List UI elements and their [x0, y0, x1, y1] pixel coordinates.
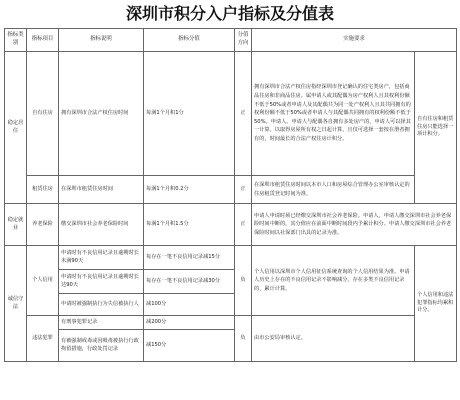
category-integrity: 诚信守法: [5, 246, 27, 362]
table-row: [5, 246, 457, 270]
score-credit-1: 每存在一笔不良信用记录减15分: [144, 246, 235, 270]
requirement-rent-housing: 在深圳市租赁住房时间以本市人口和房屋综合管理办公室审核认定的住房租赁登记时间为准。: [252, 176, 415, 204]
note-integrity: 个人信用和违法犯罪指标均累积计分。: [415, 246, 457, 362]
item-rent-housing: 租赁住房: [27, 176, 59, 204]
table-row: [5, 176, 457, 204]
description-credit-3: 申请时被强制执行为失信被执行人: [59, 294, 144, 316]
header-score: 指标分值: [144, 29, 235, 52]
score-rent-housing: 每满1个月积0.2分: [144, 176, 235, 204]
description-rent-housing: 在深圳市租赁住房时间: [59, 176, 144, 204]
description-pension: 缴交深圳市社会养老保险时间: [59, 204, 144, 246]
item-pension: 养老保险: [27, 204, 59, 246]
description-credit-1: 申请时有不良信用记录且逾期时长未满90天: [59, 246, 144, 270]
requirement-crime: 由市公安局审核认定。: [252, 316, 415, 362]
points-table: [4, 28, 457, 362]
requirement-own-housing: 拥有深圳市合法产权住房指经深圳市登记确认的住宅类房产，包括商品住房和非商品住房。属申请人或其配偶为房产权利人且其权利份额不低于50%或者申请人及其配偶共为同一处产权利人且其共同拥有的权利份额不低于50%或者申请人与其配偶共同拥有的权利份额不低于50%。申请人、申请人与配偶各自拥有多处房产的，申请人可以择其一计算，以取得房屋所有权之日起计算，且仅可选择一套按在册者拥有的，时间最长的合法产权住房计积分。: [252, 52, 415, 176]
score-pension: 每满1个月积1.5分: [144, 204, 235, 246]
direction-crime: 负: [235, 316, 252, 362]
category-employment: 稳定就业: [5, 204, 27, 246]
note-housing: 自有住房和租赁住房只能选择一项计积分。: [415, 52, 457, 204]
header-requirements: 实施要求: [252, 29, 457, 52]
header-item: 指标项目: [27, 29, 59, 52]
score-credit-3: 减100分: [144, 294, 235, 316]
description-credit-2: 申请时有不良信用记录且逾期时长达90天: [59, 270, 144, 294]
direction-credit: 负: [235, 246, 252, 316]
score-own-housing: 每满1个月积1分: [144, 52, 235, 176]
header-description: 指标说明: [59, 29, 144, 52]
requirement-pension: 申请人申请时须已经缴交深圳市社会养老保险。申请人、申请人缴交深圳市社会养老保险时间中断的，其分值应在前面中断时间段内予累计积分。申请人缴交深圳市社会养老保险时间以社保部门出具的记录为准。: [252, 204, 457, 246]
direction-rent-housing: 正: [235, 176, 252, 204]
item-own-housing: 自有住房: [27, 52, 59, 176]
score-crime-2: 减150分: [144, 330, 235, 362]
direction-pension: 正: [235, 204, 252, 246]
document-title: 深圳市积分入户指标及分值表: [125, 4, 334, 23]
header-row: [5, 29, 457, 52]
table-row: [5, 204, 457, 246]
table-row: [5, 316, 457, 330]
item-credit: 个人信用: [27, 246, 59, 316]
description-crime-2: 有被强制戒毒或因吸毒被执行行政拘留措施，行政处罚记录: [59, 330, 144, 362]
score-crime-1: 减200分: [144, 316, 235, 330]
description-crime-1: 有刑事犯罪记录: [59, 316, 144, 330]
item-crime: 违法犯罪: [27, 316, 59, 362]
direction-own-housing: 正: [235, 52, 252, 176]
header-category: 指标类别: [5, 29, 27, 52]
score-credit-2: 每存在一笔不良信用记录减30分: [144, 270, 235, 294]
category-housing: 稳定居住: [5, 52, 27, 204]
header-direction: 分值方向: [235, 29, 252, 52]
requirement-credit: 个人信用以深圳市个人信用征信系统查询的个人信用结果为准。申请人历史上存在的不良信用记录不影响减分，存在多类不良信用记录的，累计计算。: [252, 246, 415, 316]
table-row: [5, 52, 457, 176]
description-own-housing: 拥有深圳市合法产权住房时间: [59, 52, 144, 176]
